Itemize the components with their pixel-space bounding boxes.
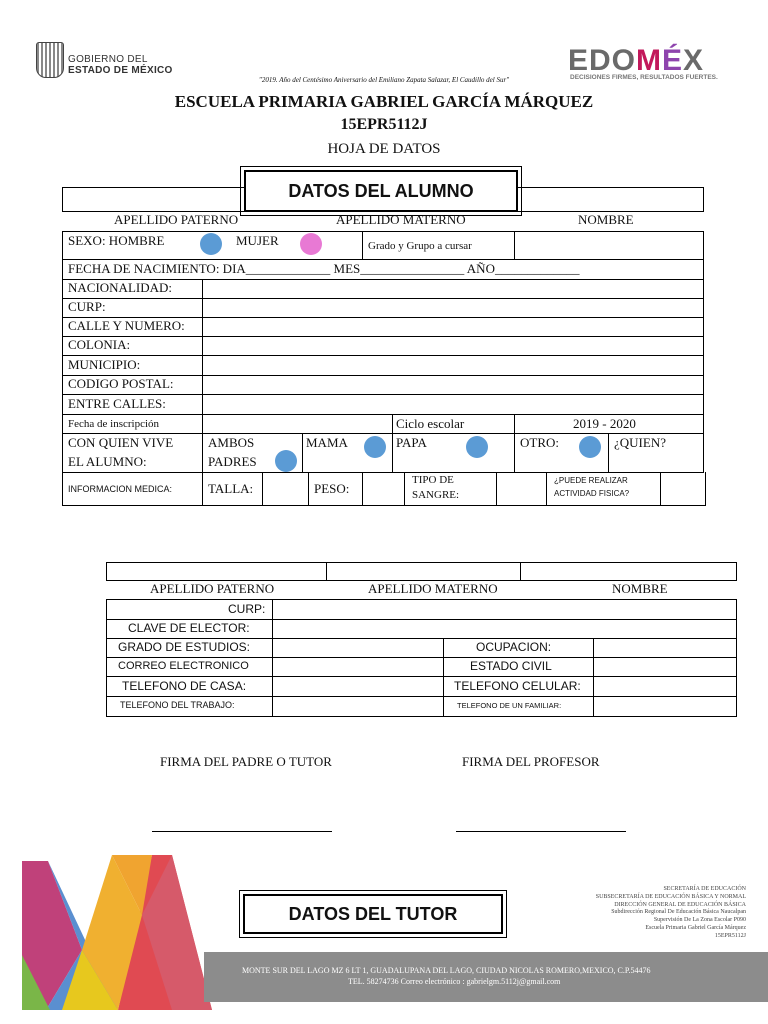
label-codigo-postal: CODIGO POSTAL: bbox=[68, 376, 174, 391]
gobierno-logo bbox=[36, 42, 176, 78]
label-entre-calles: ENTRE CALLES: bbox=[68, 396, 166, 411]
decorative-m-graphic bbox=[22, 855, 212, 1010]
label-apellido-materno: APELLIDO MATERNO bbox=[336, 212, 466, 227]
sec-line5: Supervisión De La Zona Escolar P090 bbox=[653, 917, 746, 924]
tutor-label-tel-familiar: TELEFONO DE UN FAMILIAR: bbox=[457, 701, 562, 710]
firma-profesor-line bbox=[456, 831, 626, 832]
sheet-title: HOJA DE DATOS bbox=[327, 141, 441, 157]
label-ambos: AMBOS bbox=[208, 435, 255, 450]
footer-address: MONTE SUR DEL LAGO MZ 6 LT 1, GUADALUPANA DEL LAGO, CIUDAD NICOLAS ROMERO,MEXICO, C.P.54476 bbox=[242, 966, 651, 975]
label-fecha-inscripcion: Fecha de inscripción bbox=[68, 418, 160, 430]
radio-otro[interactable] bbox=[579, 436, 601, 458]
tutor-label-tel-trabajo: TELEFONO DEL TRABAJO: bbox=[120, 700, 235, 710]
label-con-quien-vive: CON QUIEN VIVE bbox=[68, 435, 174, 450]
radio-mama[interactable] bbox=[364, 436, 386, 458]
firma-padre-label: FIRMA DEL PADRE O TUTOR bbox=[160, 754, 332, 769]
sec-line1: SECRETARÍA DE EDUCACIÓN bbox=[663, 886, 746, 892]
tutor-label-apellido-materno: APELLIDO MATERNO bbox=[368, 581, 498, 596]
label-municipio: MUNICIPIO: bbox=[68, 357, 141, 372]
label-actividad-fisica: ACTIVIDAD FISICA? bbox=[554, 489, 630, 498]
edomex-word: EDOMÉX bbox=[568, 44, 705, 77]
tutor-label-tel-casa: TELEFONO DE CASA: bbox=[122, 679, 247, 693]
label-curp: CURP: bbox=[68, 299, 106, 314]
label-mama: MAMA bbox=[306, 435, 348, 450]
tutor-label-clave-elector: CLAVE DE ELECTOR: bbox=[128, 621, 250, 635]
label-grado-grupo: Grado y Grupo a cursar bbox=[368, 240, 472, 252]
secretaria-block bbox=[596, 886, 746, 941]
sec-line4: Subdirección Regional De Educación Básica Naucalpan bbox=[611, 909, 746, 916]
label-padres: PADRES bbox=[208, 454, 257, 469]
edomex-logo bbox=[568, 44, 728, 84]
label-info-medica: INFORMACION MEDICA: bbox=[68, 484, 173, 494]
gob-line2: ESTADO DE MÉXICO bbox=[68, 65, 173, 76]
label-talla: TALLA: bbox=[208, 481, 254, 496]
tutor-label-tel-celular: TELEFONO CELULAR: bbox=[454, 679, 581, 693]
school-name: ESCUELA PRIMARIA GABRIEL GARCÍA MÁRQUEZ bbox=[174, 92, 594, 111]
label-puede-realizar: ¿PUEDE REALIZAR bbox=[554, 476, 628, 485]
sec-line7: 15EPR5112J bbox=[714, 932, 746, 939]
school-code: 15EPR5112J bbox=[340, 116, 428, 133]
label-sexo: SEXO: HOMBRE bbox=[68, 233, 165, 248]
motto: "2019. Año del Centésimo Aniversario del Emiliano Zapata Salazar, El Caudillo del Sur" bbox=[258, 76, 510, 84]
firma-padre-line bbox=[152, 831, 332, 832]
label-peso: PESO: bbox=[314, 481, 350, 496]
tutor-label-grado-estudios: GRADO DE ESTUDIOS: bbox=[118, 640, 251, 654]
tutor-label-apellido-paterno: APELLIDO PATERNO bbox=[150, 581, 275, 596]
label-ciclo: Ciclo escolar bbox=[396, 416, 465, 431]
label-tipo-de: TIPO DE bbox=[412, 474, 454, 486]
tutor-label-estado-civil: ESTADO CIVIL bbox=[470, 659, 552, 673]
datos-tutor-title: DATOS DEL TUTOR bbox=[243, 894, 503, 934]
gob-line1: GOBIERNO DEL bbox=[68, 54, 148, 65]
radio-papa[interactable] bbox=[466, 436, 488, 458]
sec-line6: Escuela Primaria Gabriel García Márquez bbox=[645, 924, 746, 931]
label-quien: ¿QUIEN? bbox=[614, 435, 666, 450]
label-apellido-paterno: APELLIDO PATERNO bbox=[114, 212, 239, 227]
tutor-label-ocupacion: OCUPACION: bbox=[476, 640, 552, 654]
radio-hombre[interactable] bbox=[200, 233, 222, 255]
sec-line2: SUBSECRETARÍA DE EDUCACIÓN BÁSICA Y NORMAL bbox=[595, 893, 746, 900]
label-mujer: MUJER bbox=[236, 233, 279, 248]
label-nacionalidad: NACIONALIDAD: bbox=[68, 280, 172, 295]
edomex-tagline: DECISIONES FIRMES, RESULTADOS FUERTES. bbox=[570, 74, 718, 81]
label-fecha-nacimiento: FECHA DE NACIMIENTO: DIA_____________ MES________________ AÑO_____________ bbox=[68, 261, 580, 276]
radio-mujer[interactable] bbox=[300, 233, 322, 255]
crest-icon bbox=[36, 42, 64, 78]
label-el-alumno: EL ALUMNO: bbox=[68, 454, 147, 469]
label-colonia: COLONIA: bbox=[68, 337, 131, 352]
label-nombre: NOMBRE bbox=[578, 212, 634, 227]
sec-line3: DIRECCIÓN GENERAL DE EDUCACIÓN BÁSICA bbox=[614, 901, 746, 908]
label-sangre: SANGRE: bbox=[412, 489, 460, 501]
label-papa: PAPA bbox=[396, 435, 427, 450]
label-calle: CALLE Y NUMERO: bbox=[68, 318, 185, 333]
tutor-label-correo: CORREO ELECTRONICO bbox=[118, 660, 249, 672]
tutor-label-nombre: NOMBRE bbox=[612, 581, 668, 596]
ciclo-value: 2019 - 2020 bbox=[573, 416, 636, 431]
tutor-label-curp: CURP: bbox=[228, 602, 266, 616]
footer-contact: TEL. 58274736 Correo electrónico : gabrielgm.5112j@gmail.com bbox=[348, 977, 561, 986]
firma-profesor-label: FIRMA DEL PROFESOR bbox=[462, 754, 600, 769]
radio-ambos-padres[interactable] bbox=[275, 450, 297, 472]
label-otro: OTRO: bbox=[520, 435, 559, 450]
datos-alumno-title: DATOS DEL ALUMNO bbox=[244, 170, 518, 212]
